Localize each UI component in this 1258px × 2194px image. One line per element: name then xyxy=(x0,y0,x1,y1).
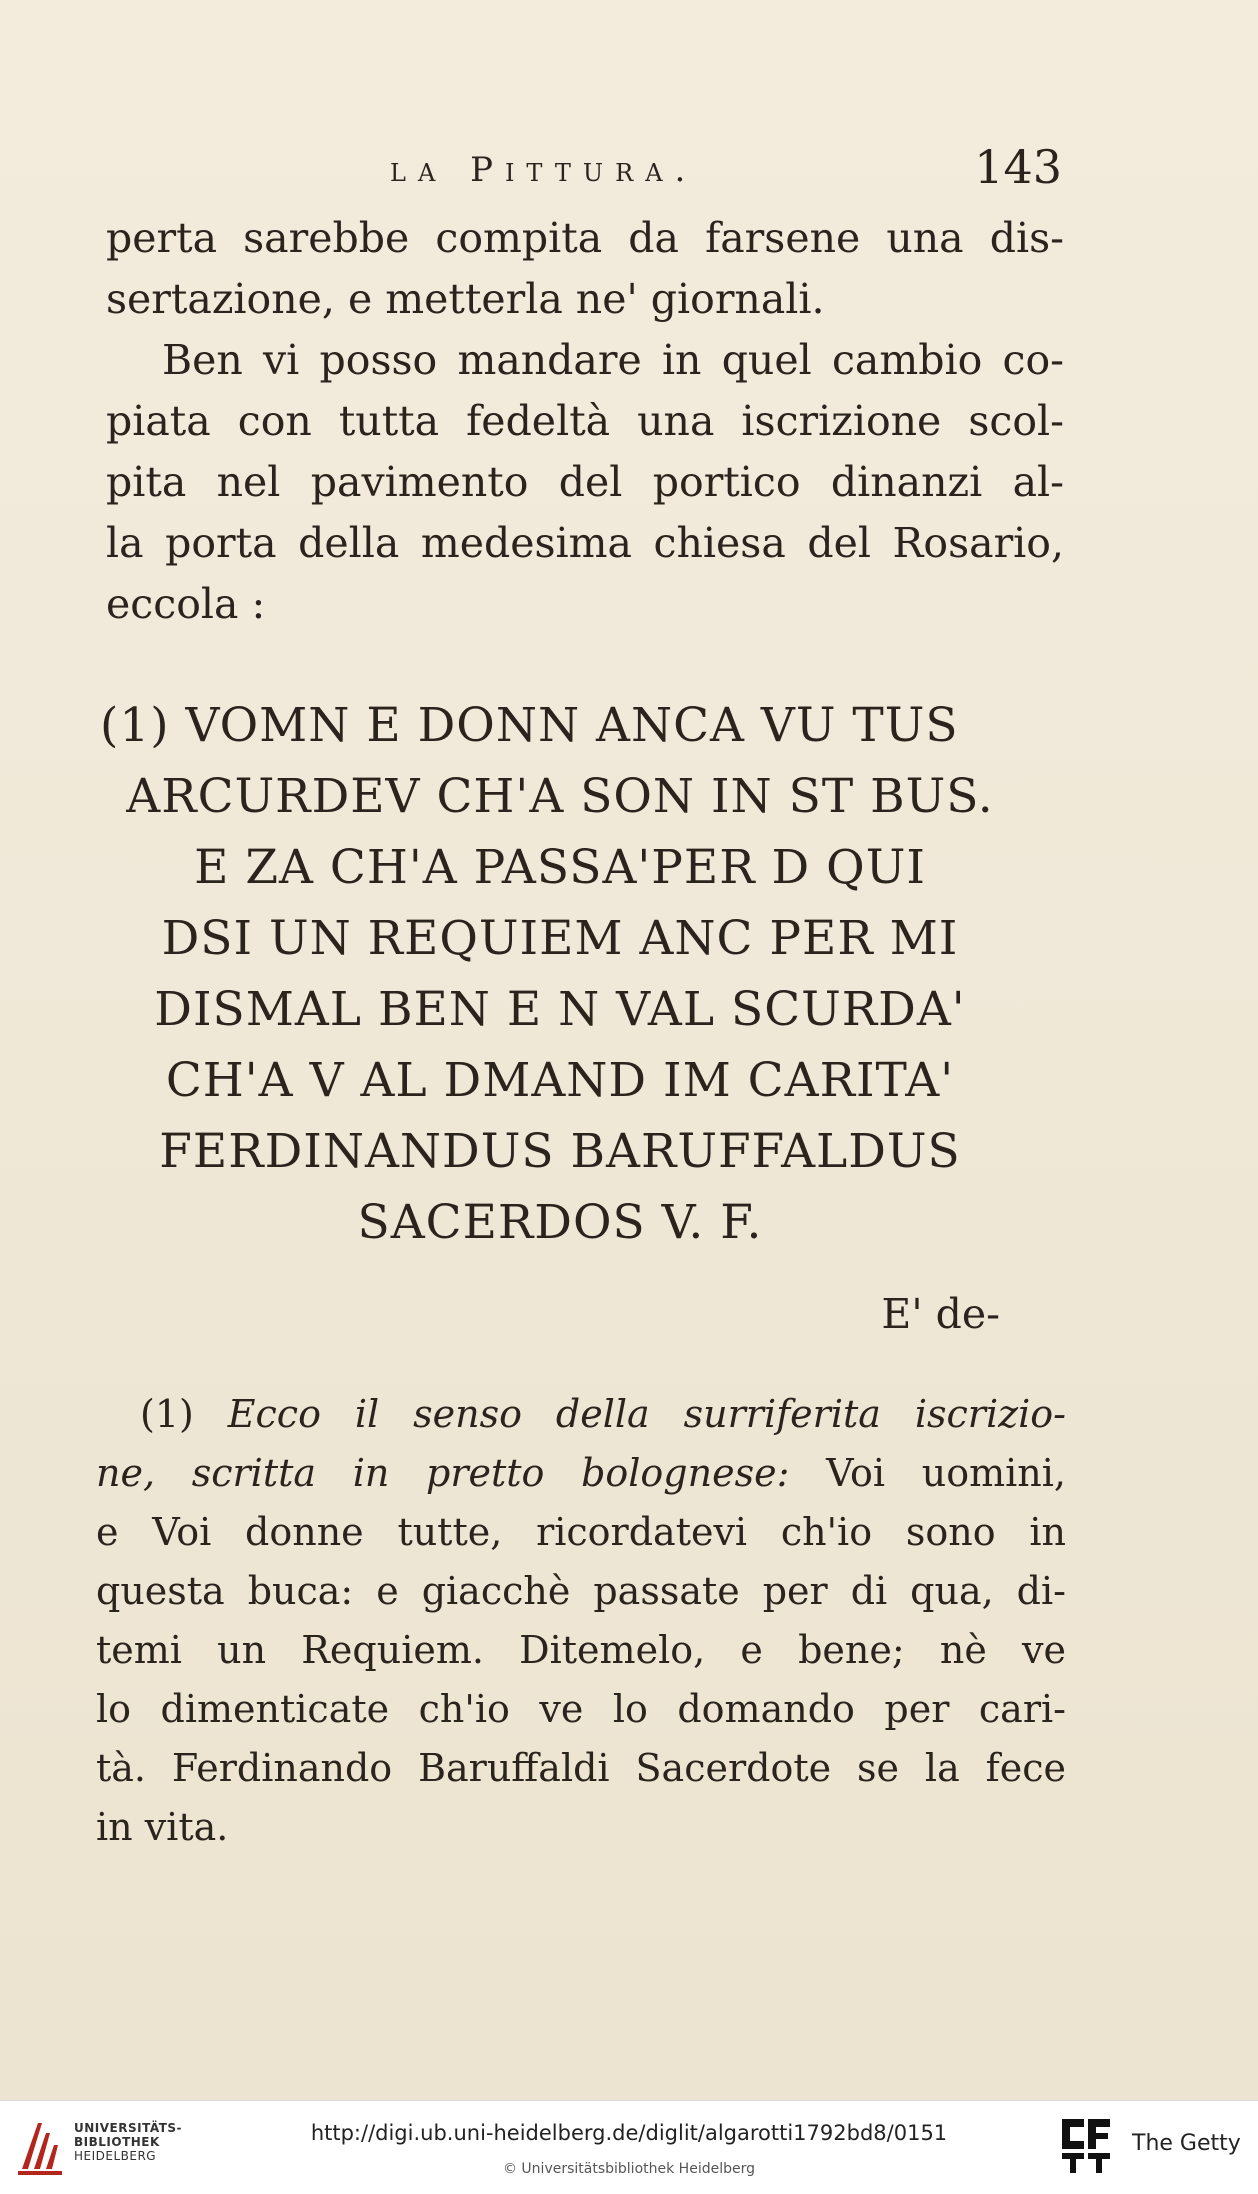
running-title: la Pittura. xyxy=(390,150,698,190)
catchword: E' de- xyxy=(881,1290,1000,1338)
footnote-line: in vita. xyxy=(96,1805,229,1849)
text-line: eccola : xyxy=(106,580,266,628)
getty-logo-icon[interactable] xyxy=(1058,2115,1114,2177)
footnote xyxy=(96,1385,1066,1857)
inscription-line: DSI UN REQUIEM ANC PER MI xyxy=(161,911,959,966)
main-text xyxy=(106,208,1064,635)
text-line: perta sarebbe compita da farsene una dis- xyxy=(106,214,1064,262)
inscription-line: E ZA CH'A PASSA'PER D QUI xyxy=(194,840,926,895)
text-line: sertazione, e metterla ne' giornali. xyxy=(106,275,825,323)
page-number: 143 xyxy=(974,140,1062,194)
inscription-line: (1) VOMN E DONN ANCA VU TUS xyxy=(100,698,959,753)
permalink[interactable]: http://digi.ub.uni-heidelberg.de/diglit/algarotti1792bd8/0151 xyxy=(310,2121,948,2145)
library-name-line: HEIDELBERG xyxy=(74,2149,157,2163)
footnote-text: Voi uomini, xyxy=(826,1451,1066,1495)
footnote-line xyxy=(96,1385,1066,1444)
viewer-footer xyxy=(0,2100,1258,2194)
footnote-marker: (1) xyxy=(140,1392,194,1436)
text-line: piata con tutta fedeltà una iscrizione scol- xyxy=(106,397,1064,445)
library-name-line: UNIVERSITÄTS- xyxy=(74,2121,183,2135)
inscription-line: DISMAL BEN E N VAL SCURDA' xyxy=(154,982,966,1037)
footnote-line xyxy=(96,1444,1066,1503)
partner-name: The Getty xyxy=(1132,2131,1241,2156)
footnote-line: questa buca: e giacchè passate per di qua, di- xyxy=(96,1569,1066,1613)
inscription-line: FERDINANDUS BARUFFALDUS xyxy=(159,1124,961,1179)
text-line: la porta della medesima chiesa del Rosario, xyxy=(106,519,1064,567)
footnote-line: temi un Requiem. Ditemelo, e bene; nè ve xyxy=(96,1628,1066,1672)
text-line: pita nel pavimento del portico dinanzi al- xyxy=(106,458,1064,506)
inscription-line: SACERDOS V. F. xyxy=(357,1195,763,1250)
footnote-italic-text: Ecco il senso della surriferita iscrizio- xyxy=(227,1392,1066,1436)
running-head xyxy=(0,140,1258,200)
inscription-block xyxy=(100,690,1020,1258)
text-line: Ben vi posso mandare in quel cambio co- xyxy=(162,336,1064,384)
footnote-line: lo dimenticate ch'io ve lo domando per cari- xyxy=(96,1687,1066,1731)
footnote-italic-text: ne, scritta in pretto bolognese: xyxy=(96,1451,790,1495)
copyright-notice: © Universitätsbibliothek Heidelberg xyxy=(502,2161,755,2177)
footnote-line: tà. Ferdinando Baruffaldi Sacerdote se la fece xyxy=(96,1746,1066,1790)
footnote-line: e Voi donne tutte, ricordatevi ch'io sono in xyxy=(96,1510,1066,1554)
inscription-line: ARCURDEV CH'A SON IN ST BUS. xyxy=(126,769,994,824)
library-name-line: BIBLIOTHEK xyxy=(74,2135,160,2149)
inscription-line: CH'A V AL DMAND IM CARITA' xyxy=(165,1053,955,1108)
